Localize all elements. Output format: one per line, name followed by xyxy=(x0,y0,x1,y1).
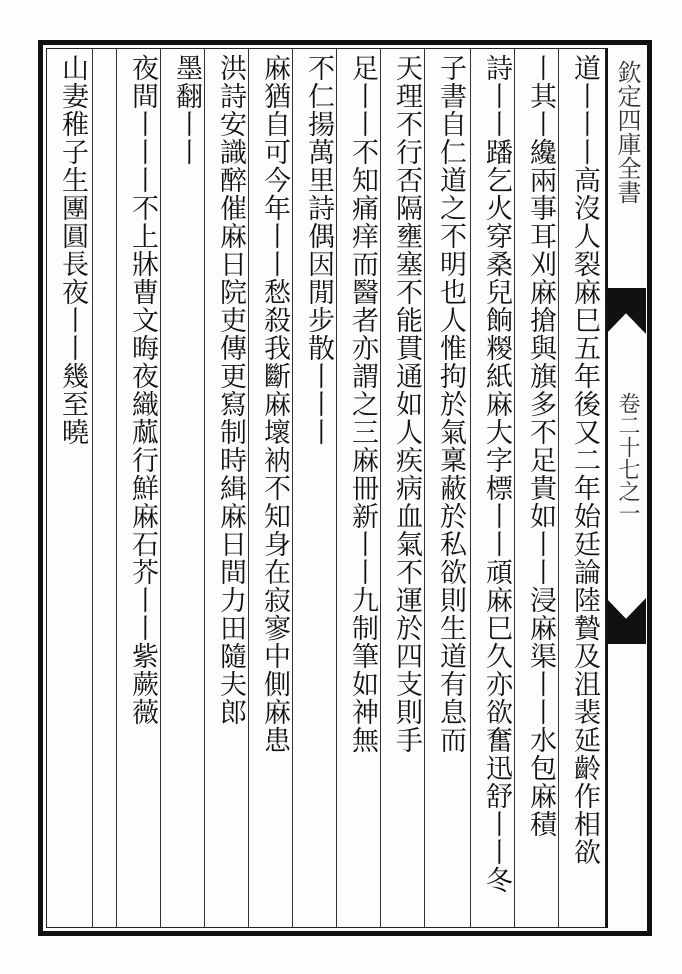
text-column-8: 麻猶自可今年丨丨愁殺我斷麻壞衲不知身在寂寥中側麻患 xyxy=(259,54,290,754)
text-column-7: 不仁揚萬里詩偶因閒步散丨丨丨 xyxy=(303,54,334,446)
text-column-9: 洪詩安識醉催麻日院吏傳更寫制時緝麻日間力田隨夫郎 xyxy=(215,54,246,726)
column-rule xyxy=(116,49,117,927)
text-column-5: 天理不行否隔壅塞不能貫通如人疾病血氣不運於四支則手 xyxy=(391,54,422,754)
text-column-11: 夜間丨丨丨不上牀曹文晦夜織蓏行鮮麻石芥丨丨紫蕨薇 xyxy=(127,54,158,726)
text-column-1: 道丨丨丨高沒人裂麻巳五年後又二年始廷論陸贄及沮裴延齡作相欲 xyxy=(569,54,600,866)
text-column-3: 詩丨丨蹯乞火穿桑兒餉糉紙麻大字標丨丨頑麻巳久亦欲奮迅舒丨丨冬 xyxy=(481,54,512,894)
text-column-4: 子書自仁道之不明也人惟拘於氣稟蔽於私欲則生道有息而 xyxy=(435,54,466,754)
scan-mark xyxy=(300,22,330,34)
banner-title: 欽定四庫全書 xyxy=(613,60,641,204)
text-column-12: 山妻稚子生團圓長夜丨丨幾至曉 xyxy=(57,54,88,446)
banner-volume: 卷二十七之一 xyxy=(615,392,640,524)
text-column-6: 足丨丨不知痛痒而醫者亦謂之三麻冊新丨丨九制筆如神無 xyxy=(347,54,378,754)
text-column-10: 墨翻丨丨 xyxy=(171,54,202,166)
text-column-2: 丨其丨纔兩事耳刈麻搶與旗多不足貴如丨丨浸麻渠丨丨水包麻積 xyxy=(525,54,556,838)
